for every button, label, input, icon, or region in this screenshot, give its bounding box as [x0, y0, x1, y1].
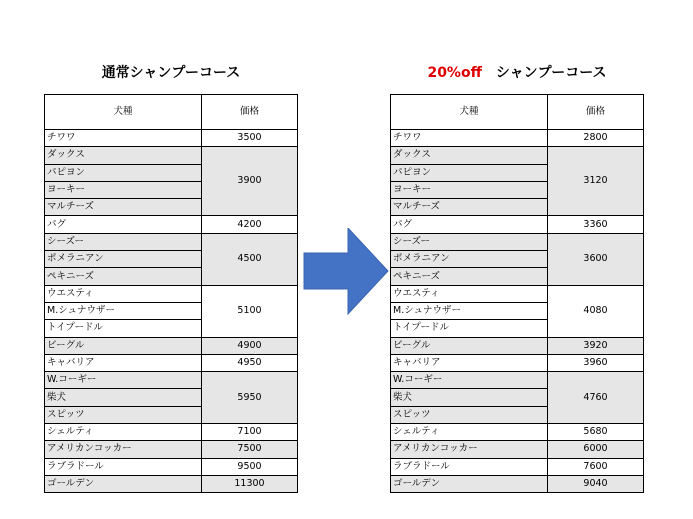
price-cell: 4950: [202, 354, 298, 371]
right-arrow-icon: [302, 228, 390, 316]
breed-cell: ペキニーズ: [45, 268, 202, 285]
breed-cell: キャバリア: [45, 354, 202, 371]
regular-price-rows: [45, 130, 298, 493]
price-cell: 4500: [202, 233, 298, 285]
table-row: [391, 216, 644, 233]
price-cell: 6000: [548, 441, 644, 458]
breed-cell: W.コーギー: [45, 372, 202, 389]
table-row: [391, 475, 644, 492]
table-row: [45, 147, 298, 164]
table-row: [45, 424, 298, 441]
table-row: [45, 372, 298, 389]
price-cell: 2800: [548, 130, 644, 147]
breed-cell: パグ: [45, 216, 202, 233]
price-header: 価格: [202, 95, 298, 130]
breed-cell: チワワ: [391, 130, 548, 147]
breed-cell: ウエスティ: [391, 285, 548, 302]
breed-cell: シーズー: [391, 233, 548, 250]
table-row: [45, 216, 298, 233]
table-row: [45, 458, 298, 475]
price-cell: 5100: [202, 285, 298, 337]
price-cell: 11300: [202, 475, 298, 492]
breed-cell: ヨーキー: [45, 181, 202, 198]
price-cell: 7600: [548, 458, 644, 475]
table-row: [391, 233, 644, 250]
breed-cell: トイプードル: [45, 320, 202, 337]
table-row: [391, 337, 644, 354]
discount-course-name: シャンプーコース: [481, 65, 607, 81]
breed-cell: ラブラドール: [45, 458, 202, 475]
price-cell: 3960: [548, 354, 644, 371]
regular-course-title: 通常シャンプーコース: [101, 65, 241, 81]
breed-cell: アメリカンコッカー: [45, 441, 202, 458]
table-row: [45, 475, 298, 492]
price-cell: 3500: [202, 130, 298, 147]
discount-price-table: [390, 94, 644, 493]
table-row: [45, 130, 298, 147]
breed-cell: ラブラドール: [391, 458, 548, 475]
price-cell: 3360: [548, 216, 644, 233]
breed-cell: ダックス: [45, 147, 202, 164]
breed-cell: ポメラニアン: [45, 251, 202, 268]
price-cell: 3600: [548, 233, 644, 285]
table-row: [391, 130, 644, 147]
breed-cell: ビーグル: [45, 337, 202, 354]
price-cell: 3920: [548, 337, 644, 354]
table-row: [391, 441, 644, 458]
breed-cell: スピッツ: [45, 406, 202, 423]
discount-label: 20%off: [427, 65, 482, 81]
breed-cell: M.シュナウザー: [391, 302, 548, 319]
price-header: 価格: [548, 95, 644, 130]
breed-cell: アメリカンコッカー: [391, 441, 548, 458]
regular-price-table: [44, 94, 298, 493]
price-cell: 5680: [548, 424, 644, 441]
breed-cell: パグ: [391, 216, 548, 233]
price-cell: 4200: [202, 216, 298, 233]
breed-cell: スピッツ: [391, 406, 548, 423]
breed-cell: ゴールデン: [45, 475, 202, 492]
breed-cell: トイプードル: [391, 320, 548, 337]
breed-cell: 柴犬: [45, 389, 202, 406]
price-cell: 7100: [202, 424, 298, 441]
breed-cell: チワワ: [45, 130, 202, 147]
price-cell: 3900: [202, 147, 298, 216]
table-row: [391, 424, 644, 441]
table-row: [391, 458, 644, 475]
table-row: [391, 285, 644, 302]
breed-cell: パピヨン: [391, 164, 548, 181]
breed-cell: マルチーズ: [391, 199, 548, 216]
price-cell: 9040: [548, 475, 644, 492]
table-row: [45, 233, 298, 250]
breed-cell: パピヨン: [45, 164, 202, 181]
table-row: [45, 354, 298, 371]
breed-cell: シェルティ: [45, 424, 202, 441]
table-row: [391, 372, 644, 389]
table-row: [391, 354, 644, 371]
table-row: [45, 441, 298, 458]
table-row: [45, 337, 298, 354]
discount-price-rows: [391, 130, 644, 493]
breed-cell: W.コーギー: [391, 372, 548, 389]
breed-cell: ダックス: [391, 147, 548, 164]
breed-cell: ヨーキー: [391, 181, 548, 198]
breed-cell: キャバリア: [391, 354, 548, 371]
price-cell: 9500: [202, 458, 298, 475]
price-cell: 4080: [548, 285, 644, 337]
price-cell: 5950: [202, 372, 298, 424]
breed-header: 犬種: [45, 95, 202, 130]
table-row: [45, 285, 298, 302]
breed-cell: ビーグル: [391, 337, 548, 354]
breed-cell: ペキニーズ: [391, 268, 548, 285]
breed-cell: ウエスティ: [45, 285, 202, 302]
breed-cell: 柴犬: [391, 389, 548, 406]
breed-cell: M.シュナウザー: [45, 302, 202, 319]
breed-header: 犬種: [391, 95, 548, 130]
price-cell: 4900: [202, 337, 298, 354]
breed-cell: シェルティ: [391, 424, 548, 441]
discount-course-title: [390, 62, 644, 82]
table-row: [391, 147, 644, 164]
breed-cell: マルチーズ: [45, 199, 202, 216]
price-cell: 7500: [202, 441, 298, 458]
price-cell: 4760: [548, 372, 644, 424]
breed-cell: シーズー: [45, 233, 202, 250]
price-cell: 3120: [548, 147, 644, 216]
breed-cell: ゴールデン: [391, 475, 548, 492]
breed-cell: ポメラニアン: [391, 251, 548, 268]
